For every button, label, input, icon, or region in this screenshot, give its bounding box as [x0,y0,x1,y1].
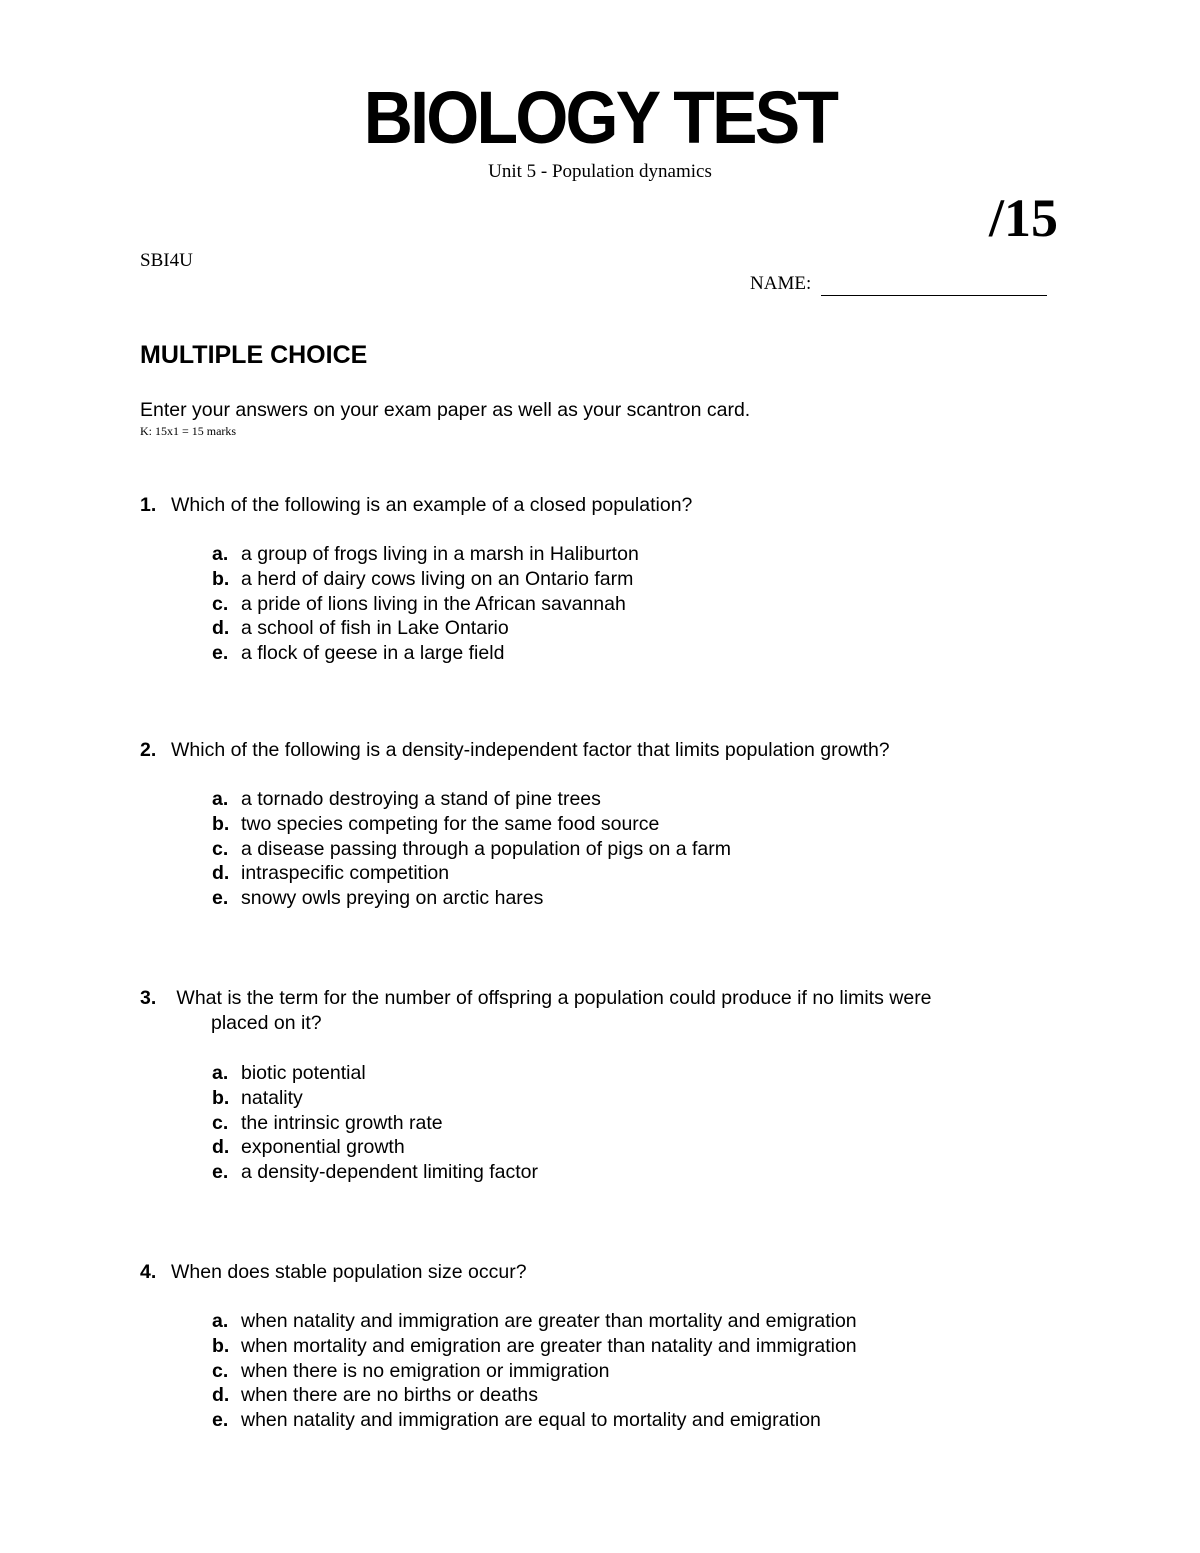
option-text: a density-dependent limiting factor [241,1161,539,1184]
option-e[interactable] [212,1160,1040,1185]
total-score: /15 [988,188,1058,248]
option-letter: a. [212,1062,229,1084]
option-text: when natality and immigration are greater than mortality and emigration [241,1310,857,1332]
option-a[interactable] [212,787,1040,812]
name-label: NAME: [750,273,812,294]
option-letter: d. [212,862,230,885]
option-c[interactable] [212,592,1040,617]
option-text: when there is no emigration or immigration [241,1359,610,1382]
option-text: when there are no births or deaths [241,1384,539,1407]
option-letter: e. [212,1161,229,1184]
option-text: a flock of geese in a large field [241,642,505,665]
option-text: snowy owls preying on arctic hares [241,887,544,910]
section-heading: MULTIPLE CHOICE [140,341,368,369]
question-text-continued: placed on it? [211,1012,322,1034]
question-text: Which of the following is an example of a closed population? [171,494,693,516]
option-letter: d. [212,617,230,640]
question-number: 2. [140,739,157,761]
option-d[interactable] [212,1135,1040,1160]
option-letter: a. [212,788,229,810]
option-letter: d. [212,1384,230,1407]
option-letter: e. [212,1409,229,1432]
option-a[interactable] [212,542,1040,567]
option-text: natality [241,1086,303,1109]
option-text: biotic potential [241,1062,366,1084]
option-letter: b. [212,812,230,835]
course-code: SBI4U [140,250,193,271]
option-text: exponential growth [241,1136,405,1159]
option-c[interactable] [212,1111,1040,1136]
option-b[interactable] [212,567,1040,592]
option-letter: d. [212,1136,230,1159]
option-letter: e. [212,887,229,910]
name-blank-line[interactable] [821,275,1047,296]
question-text: What is the term for the number of offspring a population could produce if no limits were [171,987,932,1009]
option-d[interactable] [212,861,1040,886]
question-text: Which of the following is a density-independent factor that limits population growth? [171,739,890,761]
option-letter: b. [212,1086,230,1109]
question-text: When does stable population size occur? [171,1261,527,1283]
instructions: Enter your answers on your exam paper as well as your scantron card. [140,399,751,421]
marks-note: K: 15x1 = 15 marks [140,424,237,438]
option-c[interactable] [212,1359,1040,1384]
question-1 [140,493,1040,666]
name-field-row [750,272,1047,296]
option-c[interactable] [212,837,1040,862]
option-b[interactable] [212,1086,1040,1111]
option-text: when natality and immigration are equal to mortality and emigration [241,1409,821,1432]
question-number: 1. [140,494,157,516]
option-text: a group of frogs living in a marsh in Haliburton [241,543,639,565]
question-number: 3. [140,987,157,1009]
test-title: BIOLOGY TEST [363,76,837,159]
option-a[interactable] [212,1309,1040,1334]
option-letter: b. [212,567,230,590]
option-list [212,787,1040,911]
option-letter: b. [212,1334,230,1357]
option-letter: c. [212,1111,229,1134]
option-e[interactable] [212,641,1040,666]
option-a[interactable] [212,1061,1040,1086]
option-letter: e. [212,642,229,665]
option-e[interactable] [212,1408,1040,1433]
option-text: a disease passing through a population of pigs on a farm [241,837,731,860]
option-text: when mortality and emigration are greater than natality and immigration [241,1334,857,1357]
question-3 [140,986,1040,1185]
option-list [212,1309,1040,1433]
option-text: a tornado destroying a stand of pine trees [241,788,601,810]
option-text: a pride of lions living in the African savannah [241,592,626,615]
option-letter: a. [212,1310,229,1332]
option-b[interactable] [212,1334,1040,1359]
option-list [212,1061,1040,1185]
option-letter: c. [212,592,229,615]
option-b[interactable] [212,812,1040,837]
option-d[interactable] [212,1383,1040,1408]
option-text: a herd of dairy cows living on an Ontario farm [241,567,634,590]
option-letter: c. [212,837,229,860]
option-e[interactable] [212,886,1040,911]
option-letter: a. [212,543,229,565]
option-letter: c. [212,1359,229,1382]
option-d[interactable] [212,616,1040,641]
question-4 [140,1260,1040,1433]
option-text: intraspecific competition [241,862,450,885]
option-text: two species competing for the same food source [241,812,660,835]
question-number: 4. [140,1261,157,1283]
option-list [212,542,1040,666]
option-text: a school of fish in Lake Ontario [241,617,509,640]
option-text: the intrinsic growth rate [241,1111,443,1134]
unit-subtitle: Unit 5 - Population dynamics [488,161,712,182]
question-2 [140,738,1040,911]
